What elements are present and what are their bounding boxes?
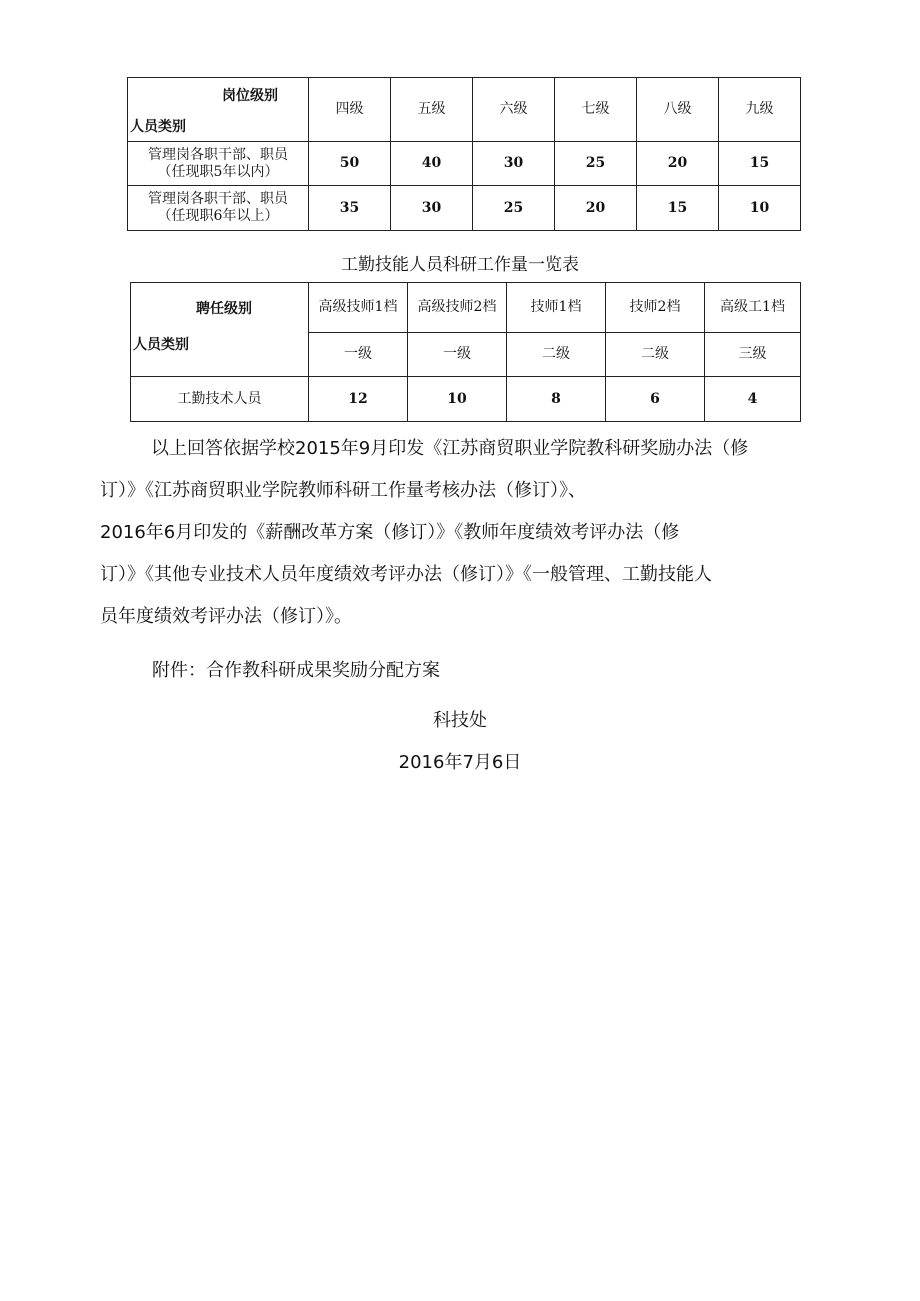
table1-corner-bottom: 人员类别 bbox=[130, 119, 186, 135]
management-workload-table bbox=[127, 77, 801, 231]
cell: 25 bbox=[555, 142, 637, 186]
row-label-line1: 管理岗各职干部、职员 bbox=[148, 191, 288, 207]
cell: 8 bbox=[507, 377, 606, 422]
table2-level-1: 一级 bbox=[408, 333, 507, 377]
issuing-department: 科技处 bbox=[433, 710, 487, 731]
table2-header-0: 高级技师1档 bbox=[309, 283, 408, 333]
table-row bbox=[128, 142, 801, 186]
table2-level-0: 一级 bbox=[309, 333, 408, 377]
table2-header-3: 技师2档 bbox=[606, 283, 705, 333]
table2-level-4: 三级 bbox=[705, 333, 801, 377]
table1-header-1: 五级 bbox=[391, 78, 473, 142]
cell: 40 bbox=[391, 142, 473, 186]
table-row bbox=[131, 377, 801, 422]
table2-corner-bottom: 人员类别 bbox=[133, 337, 189, 353]
issue-date: 2016年7月6日 bbox=[398, 752, 522, 773]
table1-corner-top: 岗位级别 bbox=[222, 88, 278, 104]
table2-row-label: 工勤技术人员 bbox=[131, 377, 309, 422]
table1-header-2: 六级 bbox=[473, 78, 555, 142]
cell: 10 bbox=[408, 377, 507, 422]
table2-corner bbox=[131, 283, 309, 377]
cell: 15 bbox=[719, 142, 801, 186]
table1-header-3: 七级 bbox=[555, 78, 637, 142]
paragraph-line-5: 员年度绩效考评办法（修订）》。 bbox=[100, 606, 352, 627]
table2-header-2: 技师1档 bbox=[507, 283, 606, 333]
table1-row0-label bbox=[128, 142, 309, 186]
table2-header-1: 高级技师2档 bbox=[408, 283, 507, 333]
row-label-line2: （任现职5年以内） bbox=[157, 163, 279, 180]
cell: 35 bbox=[309, 186, 391, 231]
cell: 30 bbox=[391, 186, 473, 231]
table1-row1-label bbox=[128, 186, 309, 231]
cell: 20 bbox=[637, 142, 719, 186]
table2-header-4: 高级工1档 bbox=[705, 283, 801, 333]
cell: 10 bbox=[719, 186, 801, 231]
paragraph-line-1: 以上回答依据学校2015年9月印发《江苏商贸职业学院教科研奖励办法（修 bbox=[151, 438, 749, 459]
cell: 15 bbox=[637, 186, 719, 231]
table2-caption: 工勤技能人员科研工作量一览表 bbox=[341, 255, 579, 275]
worker-workload-table bbox=[130, 282, 801, 422]
table-row bbox=[128, 186, 801, 231]
cell: 25 bbox=[473, 186, 555, 231]
table2-level-2: 二级 bbox=[507, 333, 606, 377]
table2-corner-top: 聘任级别 bbox=[196, 301, 252, 317]
paragraph-line-3: 2016年6月印发的《薪酬改革方案（修订）》《教师年度绩效考评办法（修 bbox=[100, 522, 680, 543]
cell: 20 bbox=[555, 186, 637, 231]
table1-header-0: 四级 bbox=[309, 78, 391, 142]
attachment-note: 附件：合作教科研成果奖励分配方案 bbox=[152, 660, 440, 681]
row-label-line1: 管理岗各职干部、职员 bbox=[148, 146, 288, 163]
table2-level-3: 二级 bbox=[606, 333, 705, 377]
cell: 4 bbox=[705, 377, 801, 422]
cell: 50 bbox=[309, 142, 391, 186]
table1-header-4: 八级 bbox=[637, 78, 719, 142]
table1-corner bbox=[128, 78, 309, 142]
cell: 12 bbox=[309, 377, 408, 422]
cell: 30 bbox=[473, 142, 555, 186]
basis-paragraph bbox=[100, 428, 840, 638]
cell: 6 bbox=[606, 377, 705, 422]
paragraph-line-4: 订）》《其他专业技术人员年度绩效考评办法（修订）》《一般管理、工勤技能人 bbox=[100, 564, 712, 585]
paragraph-line-2: 订）》《江苏商贸职业学院教师科研工作量考核办法（修订）》、 bbox=[100, 480, 586, 501]
table1-header-5: 九级 bbox=[719, 78, 801, 142]
row-label-line2: （任现职6年以上） bbox=[157, 208, 279, 224]
